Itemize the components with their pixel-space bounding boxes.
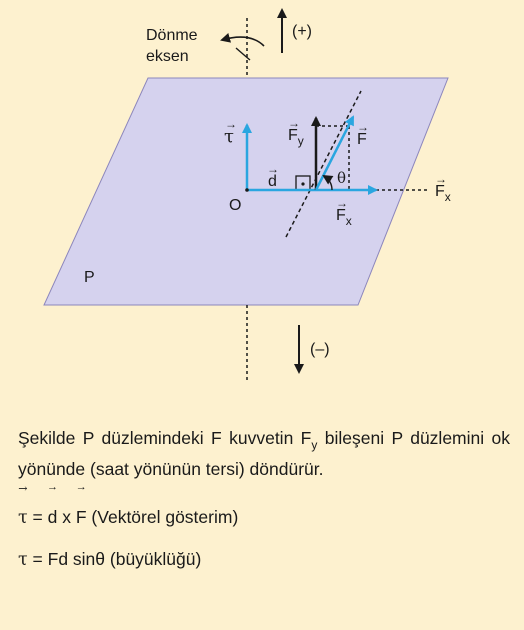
fx-extended-label: $F_x$ (435, 183, 451, 204)
formula-cross: x (57, 507, 76, 527)
magnitude-tau: τ (18, 550, 28, 570)
rotation-axis-label-2: eksen (146, 48, 189, 65)
paragraph-subscript: y (311, 438, 318, 452)
torque-label: τ (224, 126, 234, 147)
explanation-paragraph (18, 424, 510, 484)
negative-direction-label: (–) (310, 341, 330, 358)
fx-extended-label-arrow: → (435, 172, 447, 186)
formula-equals: = (27, 507, 48, 527)
force-label-arrow: → (357, 120, 369, 134)
right-angle-dot (301, 182, 304, 185)
distance-label-arrow: → (267, 162, 279, 176)
formula-note: (Vektörel gösterim) (86, 507, 239, 527)
origin-label: O (229, 197, 242, 214)
explanation-text (18, 424, 510, 580)
fy-label-arrow: → (288, 116, 300, 130)
fy-label: $F_y$ (288, 127, 304, 148)
rotation-arrow-icon (222, 37, 264, 46)
angle-label: θ (337, 169, 347, 187)
magnitude-formula (18, 538, 510, 580)
rotation-arrow-tail (236, 48, 250, 60)
plane-label: P (84, 269, 95, 286)
origin-point (245, 188, 249, 192)
paragraph-part-2: bileşeni P düzlemini ok yönünde (saat yönünün tersi) döndürür. (18, 428, 510, 479)
vector-formula (18, 496, 510, 538)
distance-label: d (268, 173, 277, 190)
magnitude-rest: = Fd sinθ (büyüklüğü) (27, 549, 202, 569)
force-label: F (357, 131, 367, 148)
formula-f: → F (76, 496, 87, 538)
formula-tau: → τ (18, 497, 28, 539)
fx-label-arrow: → (336, 196, 348, 210)
torque-label-arrow: → (225, 117, 237, 131)
formula-d: → d (48, 496, 58, 538)
paragraph-part-1: Şekilde P düzlemindeki F kuvvetin F (18, 428, 312, 448)
rotation-axis-label-1: Dönme (146, 27, 198, 44)
fx-label: $F_x$ (336, 207, 352, 228)
plane-p (44, 78, 448, 305)
positive-direction-label: (+) (292, 23, 312, 40)
